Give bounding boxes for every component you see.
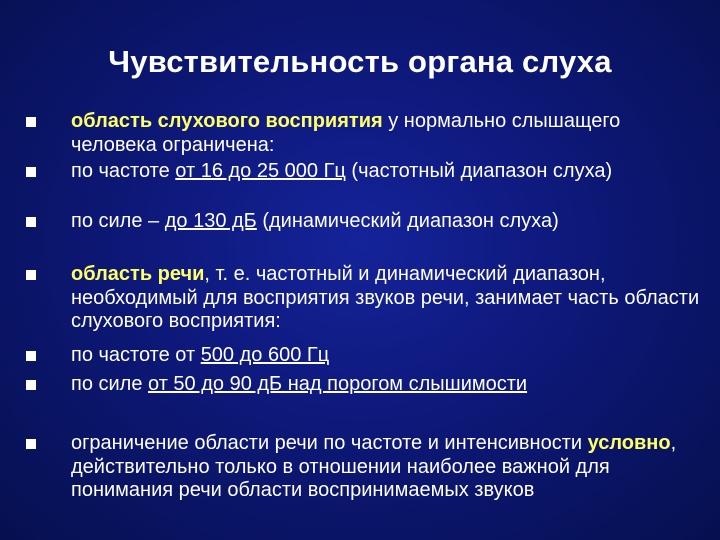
bullet-text [71, 110, 711, 157]
highlight-term: область слухового восприятия [71, 110, 383, 132]
slide-title: Чувствительность органа слуха [108, 44, 612, 79]
square-bullet-icon [26, 351, 36, 361]
square-bullet-icon [26, 117, 36, 127]
bullet-suffix: (динамический диапазон слуха) [256, 210, 559, 232]
bullet-prefix: по силе – [71, 210, 165, 232]
bullet-text [71, 160, 711, 184]
bullet-body: , действительно только в отношении наиболее важной для понимания речи области воспринимаемых звуков [71, 432, 677, 501]
underlined-value: от 50 до 90 дБ над порогом слышимости [148, 373, 528, 395]
bullet-prefix: по частоте [71, 160, 176, 182]
square-bullet-icon [26, 217, 36, 227]
bullet-text [71, 432, 711, 503]
bullet-suffix: (частотный диапазон слуха) [345, 160, 613, 182]
square-bullet-icon [26, 270, 36, 280]
square-bullet-icon [26, 380, 36, 390]
bullet-text [71, 263, 711, 334]
highlight-term: условно [587, 432, 671, 454]
bullet-prefix: по силе [71, 373, 149, 395]
underlined-value: от 16 до 25 000 Гц [175, 160, 346, 182]
bullet-prefix: ограничение области речи по частоте и интенсивности [71, 432, 588, 454]
square-bullet-icon [26, 439, 36, 449]
highlight-term: область речи [71, 263, 205, 285]
underlined-value: 500 до 600 Гц [200, 344, 330, 366]
bullet-text [71, 344, 711, 368]
square-bullet-icon [26, 167, 36, 177]
bullet-prefix: по частоте от [71, 344, 201, 366]
bullet-body: , т. е. частотный и динамический диапазон, необходимый для восприятия звуков речи, занимает часть области слухового восприятия: [71, 263, 700, 332]
bullet-text [71, 373, 711, 397]
underlined-value: до 130 дБ [164, 210, 257, 232]
bullet-body: у нормально слышащего человека ограничена: [71, 110, 621, 156]
bullet-text [71, 210, 711, 234]
